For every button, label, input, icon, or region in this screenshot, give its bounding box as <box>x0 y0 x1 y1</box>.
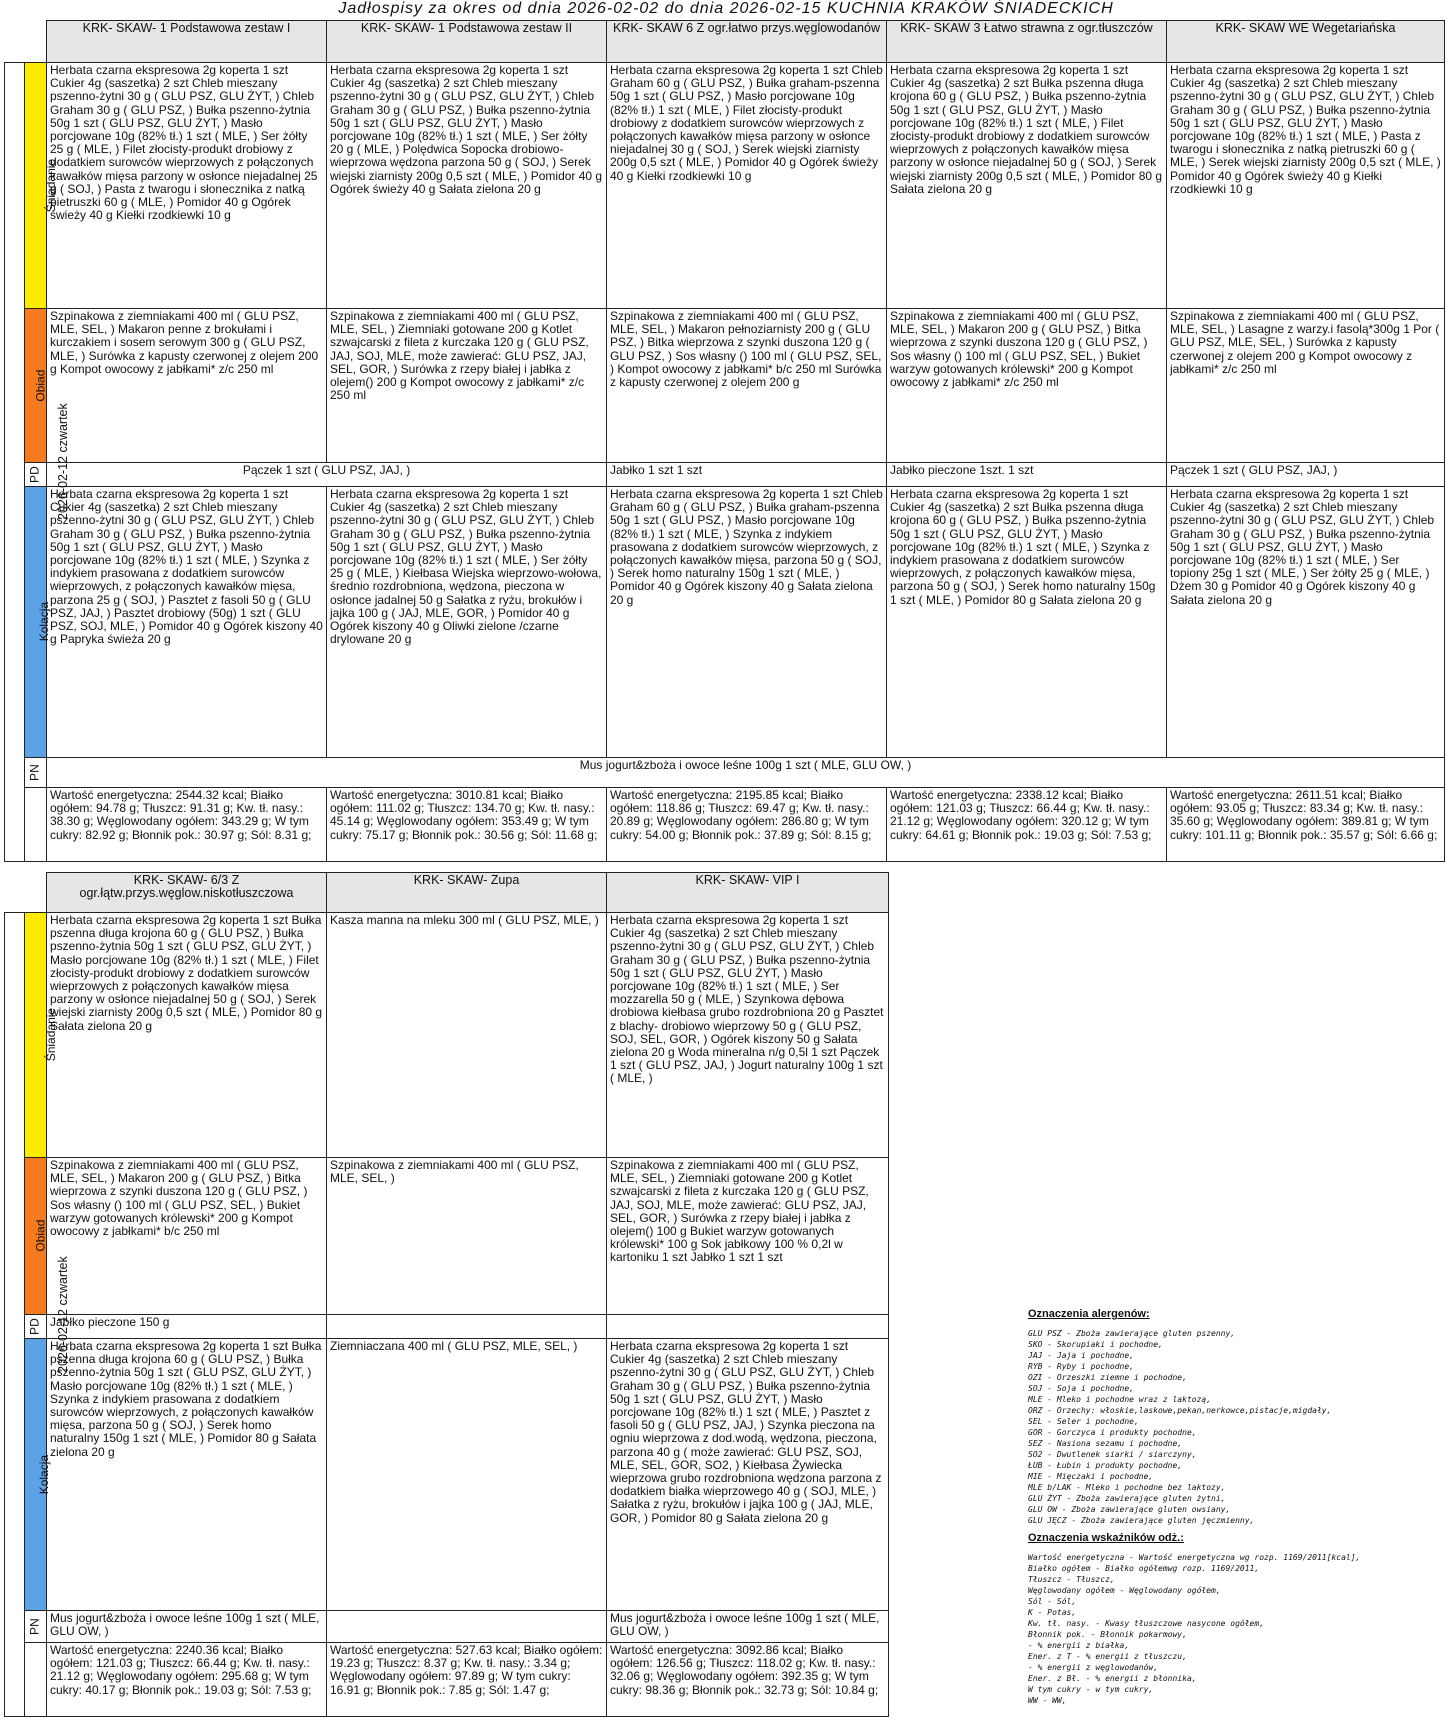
menu-cell: Szpinakowa z ziemniakami 400 ml ( GLU PSZ, MLE, SEL, ) Makaron pełnoziarnisty 200 g ( GLU PSZ, ) Bitka wieprzowa z szynki duszona 120 g ( GLU PSZ, ) Sos własny () 100 ml ( GLU PSZ, SEL, ) Kompot owocowy z jabłkami* b/c 250 ml Surówka z kapusty czerwonej z olejem 200 g <box>607 309 887 463</box>
indicator-item: Węglowodany ogółem - Węglowodany ogółem, <box>1028 1586 1221 1595</box>
menu-cell: Herbata czarna ekspresowa 2g koperta 1 szt Cukier 4g (saszetka) 2 szt Bułka pszenna długa krojona 60 g ( GLU PSZ, ) Bułka pszenno-żytnia 50g 1 szt ( GLU PSZ, GLU ŻYT, ) Masło porcjowane 10g (82% tł.) 1 szt ( MLE, ) Filet złocisty-produkt drobiowy z dodatkiem surowców wieprzowych z połączonych kawałków mięsa parzony w osłonce niejadalnej 50 g ( SOJ, ) Serek wiejski ziarnisty 200g 0,5 szt ( MLE, ) Pomidor 80 g Sałata zielona 20 g <box>887 63 1167 309</box>
meal-label-pn: PN <box>25 758 47 788</box>
menu-cell: Szpinakowa z ziemniakami 400 ml ( GLU PSZ, MLE, SEL, ) Makaron 200 g ( GLU PSZ, ) Bitka wieprzowa z szynki duszona 120 g ( GLU PSZ, ) Sos własny () 100 ml ( GLU PSZ, SEL, ) Bukiet warzyw gotowanych królewski* 200 g Kompot owocowy z jabłkami* b/c 250 ml <box>47 1158 327 1315</box>
indicator-item: Kw. tł. nasy. - Kwasy tłuszczowe nasycone ogółem, <box>1028 1619 1265 1628</box>
allergen-item: GLU OW - Zboża zawierające gluten owsiany, <box>1028 1505 1231 1514</box>
allergen-item: GOR - Gorczyca i produkty pochodne, <box>1028 1428 1197 1437</box>
indicator-item: K - Potas, <box>1028 1608 1077 1617</box>
menu-cell: Mus jogurt&zboża i owoce leśne 100g 1 szt ( MLE, GLU OW, ) <box>607 1611 889 1643</box>
diet-header: KRK- SKAW- 6/3 Z ogr.łątw.przys.węglow.niskotłuszczowa <box>47 873 327 913</box>
diet-header: KRK- SKAW- VIP I <box>607 873 889 913</box>
diet-header: KRK- SKAW- Zupa <box>327 873 607 913</box>
menu-cell: Herbata czarna ekspresowa 2g koperta 1 szt Cukier 4g (saszetka) 2 szt Chleb mieszany pszenno-żytni 30 g ( GLU PSZ, GLU ŻYT, ) Chleb Graham 30 g ( GLU PSZ, ) Bułka pszenno-żytnia 50g 1 szt ( GLU PSZ, GLU ŻYT, ) Masło porcjowane 10g (82% tł.) 1 szt ( MLE, ) Szynka z indykiem prasowana z dodatkiem surowców wieprzowych, z połączonych kawałków mięsa, parzona 25 g ( SOJ, ) Pasztet z fasoli 50 g ( GLU PSZ, JAJ, ) Pasztet drobiowy (50g) 1 szt ( GLU PSZ, SOJ, MLE, ) Pomidor 40 g Ogórek kiszony 40 g Papryka świeża 20 g <box>47 487 327 758</box>
meal-label-empty <box>25 1643 47 1717</box>
menu-cell: Szpinakowa z ziemniakami 400 ml ( GLU PSZ, MLE, SEL, ) <box>327 1158 607 1315</box>
menu-cell <box>327 1315 607 1339</box>
allergen-item: SKO - Skorupiaki i pochodne, <box>1028 1340 1163 1349</box>
diet-header: KRK- SKAW 6 Z ogr.łatwo przys.węglowodanów <box>607 21 887 63</box>
allergen-item: ŁUB - Łubin i produkty pochodne, <box>1028 1461 1183 1470</box>
menu-cell: Pączek 1 szt ( GLU PSZ, JAJ, ) <box>47 463 607 487</box>
allergen-item: SEZ - Nasiona sezamu i pochodne, <box>1028 1439 1183 1448</box>
menu-cell: Szpinakowa z ziemniakami 400 ml ( GLU PSZ, MLE, SEL, ) Makaron 200 g ( GLU PSZ, ) Bitka wieprzowa z szynki duszona 120 g ( GLU PSZ, ) Sos własny () 100 ml ( GLU PSZ, SEL, ) Bukiet warzyw gotowanych królewski* 200 g Kompot owocowy z jabłkami* z/c 250 ml <box>887 309 1167 463</box>
menu-cell <box>607 1315 889 1339</box>
indicator-item: - % energii z węglowodanów, <box>1028 1663 1159 1672</box>
menu-cell: Herbata czarna ekspresowa 2g koperta 1 szt Cukier 4g (saszetka) 2 szt Chleb mieszany pszenno-żytni 30 g ( GLU PSZ, GLU ŻYT, ) Chleb Graham 30 g ( GLU PSZ, ) Bułka pszenno-żytnia 50g 1 szt ( GLU PSZ, GLU ŻYT, ) Masło porcjowane 10g (82% tł.) 1 szt ( MLE, ) Ser żółty 20 g ( MLE, ) Polędwica Sopocka drobiowo-wieprzowa wędzona parzona 50 g ( SOJ, ) Serek wiejski ziarnisty 200g 0,5 szt ( MLE, ) Pomidor 40 g Ogórek świeży 40 g Sałata zielona 20 g <box>327 63 607 309</box>
indicator-item: WW - WW, <box>1028 1696 1067 1705</box>
legend <box>1028 1308 1448 1712</box>
indicator-item: Białko ogółem - Białko ogółemwg rozp. 1169/2011, <box>1028 1564 1260 1573</box>
diet-header: KRK- SKAW- 1 Podstawowa zestaw II <box>327 21 607 63</box>
diet-header: KRK- SKAW- 1 Podstawowa zestaw I <box>47 21 327 63</box>
indicators-title: Oznaczenia wskaźników odż.: <box>1028 1532 1184 1544</box>
menu-cell: Herbata czarna ekspresowa 2g koperta 1 szt Cukier 4g (saszetka) 2 szt Chleb mieszany pszenno-żytni 30 g ( GLU PSZ, GLU ŻYT, ) Chleb Graham 30 g ( GLU PSZ, ) Bułka pszenno-żytnia 50g 1 szt ( GLU PSZ, GLU ŻYT, ) Masło porcjowane 10g (82% tł.) 1 szt ( MLE, ) Ser topiony 25g 1 szt ( MLE, ) Ser żółty 25 g ( MLE, ) Dżem 30 g Pomidor 40 g Ogórek kiszony 40 g Sałata zielona 20 g <box>1167 487 1445 758</box>
menu-table-2 <box>4 872 889 1717</box>
nutrition-cell: Wartość energetyczna: 3010.81 kcal; Białko ogółem: 111.02 g; Tłuszcz: 134.70 g; Kw. tł. nasy.: 45.14 g; Węglowodany ogółem: 353.49 g; W tym cukry: 75.17 g; Błonnik pok.: 30.56 g; Sól: 11.68 g; <box>327 788 607 862</box>
allergen-item: GLU ŻYT - Zboża zawierające gluten żytni, <box>1028 1494 1226 1503</box>
nutrition-cell: Wartość energetyczna: 3092.86 kcal; Białko ogółem: 126.56 g; Tłuszcz: 118.02 g; Kw. tł. nasy.: 32.06 g; Węglowodany ogółem: 392.35 g; W tym cukry: 98.36 g; Błonnik pok.: 32.73 g; Sól: 10.84 g; <box>607 1643 889 1717</box>
nutrition-cell: Wartość energetyczna: 2338.12 kcal; Białko ogółem: 121.03 g; Tłuszcz: 66.44 g; Kw. tł. nasy.: 21.12 g; Węglowodany ogółem: 320.12 g; W tym cukry: 64.61 g; Błonnik pok.: 19.03 g; Sól: 7.53 g; <box>887 788 1167 862</box>
menu-cell: Jabłko 1 szt 1 szt <box>607 463 887 487</box>
indicator-item: Ener. z Bł. - % energii z błonnika, <box>1028 1674 1197 1683</box>
meal-label-sniadanie: Śniadanie <box>25 63 47 309</box>
menu-cell: Herbata czarna ekspresowa 2g koperta 1 szt Cukier 4g (saszetka) 2 szt Chleb mieszany pszenno-żytni 30 g ( GLU PSZ, GLU ŻYT, ) Chleb Graham 30 g ( GLU PSZ, ) Bułka pszenno-żytnia 50g 1 szt ( GLU PSZ, GLU ŻYT, ) Masło porcjowane 10g (82% tł.) 1 szt ( MLE, ) Ser mozzarella 50 g ( MLE, ) Szynkowa dębowa drobiowa kiełbasa grubo rozdrobniona 20 g Pasztet z blachy- drobiowo wieprzowy 50 g ( GLU PSZ, SOJ, SEL, GOR, ) Ogórek kiszony 50 g Sałata zielona 20 g Woda mineralna n/g 0,5l 1 szt Pączek 1 szt ( GLU PSZ, JAJ, ) Jogurt naturalny 100g 1 szt ( MLE, ) <box>607 913 889 1158</box>
day-label: 2026-02-12 czwartek <box>5 63 25 862</box>
nutrition-cell: Wartość energetyczna: 2611.51 kcal; Białko ogółem: 93.05 g; Tłuszcz: 83.34 g; Kw. tł. nasy.: 35.60 g; Węglowodany ogółem: 389.81 g; W tym cukry: 101.11 g; Błonnik pok.: 35.57 g; Sól: 6.66 g; <box>1167 788 1445 862</box>
menu-cell: Szpinakowa z ziemniakami 400 ml ( GLU PSZ, MLE, SEL, ) Lasagne z warzy.i fasolą*300g 1 Por ( GLU PSZ, MLE, SEL, ) Surówka z kapusty czerwonej z olejem 200 g Kompot owocowy z jabłkami* z/c 250 ml <box>1167 309 1445 463</box>
indicator-item: Sól - Sól, <box>1028 1597 1077 1606</box>
allergen-item: MLE b/LAK - Mleko i pochodne bez laktozy, <box>1028 1483 1226 1492</box>
meal-label-pd: PD <box>25 463 47 487</box>
meal-label-pd: PD <box>25 1315 47 1339</box>
menu-cell: Mus jogurt&zboża i owoce leśne 100g 1 szt ( MLE, GLU OW, ) <box>47 758 1445 788</box>
indicator-item: Ener. z T - % energii z tłuszczu, <box>1028 1652 1187 1661</box>
nutrition-cell: Wartość energetyczna: 527.63 kcal; Białko ogółem: 19.23 g; Tłuszcz: 8.37 g; Kw. tł. nasy.: 3.34 g; Węglowodany ogółem: 97.89 g; W tym cukry: 16.91 g; Błonnik pok.: 7.85 g; Sól: 1.47 g; <box>327 1643 607 1717</box>
menu-cell: Herbata czarna ekspresowa 2g koperta 1 szt Bułka pszenna długa krojona 60 g ( GLU PSZ, ) Bułka pszenno-żytnia 50g 1 szt ( GLU PSZ, GLU ŻYT, ) Masło porcjowane 10g (82% tł.) 1 szt ( MLE, ) Filet złocisty-produkt drobiowy z dodatkiem surowców wieprzowych z połączonych kawałków mięsa parzony w osłonce niejadalnej 50 g ( SOJ, ) Serek wiejski ziarnisty 200g 0,5 szt ( MLE, ) Pomidor 80 g Sałata zielona 20 g <box>47 913 327 1158</box>
menu-cell <box>327 1611 607 1643</box>
menu-table-1 <box>4 20 1445 862</box>
menu-cell: Jabłko pieczone 150 g <box>47 1315 327 1339</box>
menu-cell: Herbata czarna ekspresowa 2g koperta 1 szt Bułka pszenna długa krojona 60 g ( GLU PSZ, ) Bułka pszenno-żytnia 50g 1 szt ( GLU PSZ, GLU ŻYT, ) Masło porcjowane 10g (82% tł.) 1 szt ( MLE, ) Szynka z indykiem prasowana z dodatkiem surowców wieprzowych, z połączonych kawałków mięsa, parzona 50 g ( SOJ, ) Serek homo naturalny 150g 1 szt ( MLE, ) Pomidor 80 g Sałata zielona 20 g <box>47 1339 327 1611</box>
menu-cell: Herbata czarna ekspresowa 2g koperta 1 szt Cukier 4g (saszetka) 2 szt Chleb mieszany pszenno-żytni 30 g ( GLU PSZ, GLU ŻYT, ) Chleb Graham 30 g ( GLU PSZ, ) Bułka pszenno-żytnia 50g 1 szt ( GLU PSZ, GLU ŻYT, ) Masło porcjowane 10g (82% tł.) 1 szt ( MLE, ) Ser żółty 25 g ( MLE, ) Filet złocisty-produkt drobiowy z dodatkiem surowców wieprzowych z połączonych kawałków mięsa parzony w osłonce niejadalnej 25 g ( SOJ, ) Pasta z twarogu i słonecznika z natką pietruszki 60 g ( MLE, ) Pomidor 40 g Ogórek świeży 40 g Kiełki rzodkiewki 10 g <box>47 63 327 309</box>
meal-label-obiad: Obiad <box>25 309 47 463</box>
allergens-list <box>1028 1328 1448 1526</box>
meal-label-kolacja: Kolacja <box>25 1339 47 1611</box>
allergen-item: OZI - Orzeszki ziemne i pochodne, <box>1028 1373 1187 1382</box>
allergen-item: GLU JĘCZ - Zboża zawierające gluten jęczmienny, <box>1028 1516 1255 1525</box>
allergen-item: MLE - Mleko i pochodne wraz z laktozą, <box>1028 1395 1212 1404</box>
menu-cell: Pączek 1 szt ( GLU PSZ, JAJ, ) <box>1167 463 1445 487</box>
meal-label-pn: PN <box>25 1611 47 1643</box>
allergen-item: SOJ - Soja i pochodne, <box>1028 1384 1134 1393</box>
nutrition-cell: Wartość energetyczna: 2195.85 kcal; Białko ogółem: 118.86 g; Tłuszcz: 69.47 g; Kw. tł. nasy.: 20.89 g; Węglowodany ogółem: 286.80 g; W tym cukry: 54.00 g; Błonnik pok.: 37.89 g; Sól: 8.15 g; <box>607 788 887 862</box>
allergens-title: Oznaczenia alergenów: <box>1028 1308 1150 1320</box>
allergen-item: JAJ - Jaja i pochodne, <box>1028 1351 1134 1360</box>
meal-label-empty <box>25 788 47 862</box>
meal-label-obiad: Obiad <box>25 1158 47 1315</box>
menu-cell: Kasza manna na mleku 300 ml ( GLU PSZ, MLE, ) <box>327 913 607 1158</box>
allergen-item: MIE - Mięczaki i pochodne, <box>1028 1472 1154 1481</box>
menu-cell: Szpinakowa z ziemniakami 400 ml ( GLU PSZ, MLE, SEL, ) Makaron penne z brokułami i kurczakiem i sosem serowym 300 g ( GLU PSZ, MLE, ) Surówka z kapusty czerwonej z olejem 200 g Kompot owocowy z jabłkami* z/c 250 ml <box>47 309 327 463</box>
diet-header: KRK- SKAW WE Wegetariańska <box>1167 21 1445 63</box>
allergen-item: RYB - Ryby i pochodne, <box>1028 1362 1134 1371</box>
indicators-list <box>1028 1552 1448 1706</box>
diet-header: KRK- SKAW 3 Łatwo strawna z ogr.tłuszczów <box>887 21 1167 63</box>
meal-label-kolacja: Kolacja <box>25 487 47 758</box>
indicator-item: W tym cukry - w tym cukry, <box>1028 1685 1154 1694</box>
nutrition-cell: Wartość energetyczna: 2544.32 kcal; Białko ogółem: 94.78 g; Tłuszcz: 91.31 g; Kw. tł. nasy.: 38.30 g; Węglowodany ogółem: 343.29 g; W tym cukry: 82.92 g; Błonnik pok.: 30.97 g; Sól: 8.31 g; <box>47 788 327 862</box>
meal-label-sniadanie: Śniadanie <box>25 913 47 1158</box>
corner-blank <box>5 873 47 913</box>
indicator-item: - % energii z białka, <box>1028 1641 1130 1650</box>
menu-cell: Herbata czarna ekspresowa 2g koperta 1 szt Cukier 4g (saszetka) 2 szt Chleb mieszany pszenno-żytni 30 g ( GLU PSZ, GLU ŻYT, ) Chleb Graham 30 g ( GLU PSZ, ) Bułka pszenno-żytnia 50g 1 szt ( GLU PSZ, GLU ŻYT, ) Masło porcjowane 10g (82% tł.) 1 szt ( MLE, ) Pasta z twarogu i słonecznika z natką pietruszki 60 g ( MLE, ) Serek wiejski ziarnisty 200g 0,5 szt ( MLE, ) Pomidor 40 g Ogórek świeży 40 g Kiełki rzodkiewki 10 g <box>1167 63 1445 309</box>
menu-cell: Herbata czarna ekspresowa 2g koperta 1 szt Chleb Graham 60 g ( GLU PSZ, ) Bułka graham-pszenna 50g 1 szt ( GLU PSZ, ) Masło porcjowane 10g (82% tł.) 1 szt ( MLE, ) Szynka z indykiem prasowana z dodatkiem surowców wieprzowych, z połączonych kawałków mięsa, parzona 50 g ( SOJ, ) Serek homo naturalny 150g 1 szt ( MLE, ) Pomidor 40 g Ogórek kiszony 40 g Sałata zielona 20 g <box>607 487 887 758</box>
allergen-item: ORZ - Orzechy: włoskie,laskowe,pekan,nerkowce,pistacje,migdały, <box>1028 1406 1332 1415</box>
menu-cell: Herbata czarna ekspresowa 2g koperta 1 szt Cukier 4g (saszetka) 2 szt Chleb mieszany pszenno-żytni 30 g ( GLU PSZ, GLU ŻYT, ) Chleb Graham 30 g ( GLU PSZ, ) Bułka pszenno-żytnia 50g 1 szt ( GLU PSZ, GLU ŻYT, ) Masło porcjowane 10g (82% tł.) 1 szt ( MLE, ) Ser żółty 25 g ( MLE, ) Kiełbasa Wiejska wieprzowo-wołowa, średnio rozdrobniona, wędzona, pieczona w osłonce jadalnej 50 g Sałatka z ryżu, brokułów i jajka 100 g ( JAJ, MLE, GOR, ) Pomidor 40 g Ogórek kiszony 40 g Oliwki zielone /czarne drylowane 20 g <box>327 487 607 758</box>
menu-cell: Jabłko pieczone 1szt. 1 szt <box>887 463 1167 487</box>
menu-cell: Herbata czarna ekspresowa 2g koperta 1 szt Chleb Graham 60 g ( GLU PSZ, ) Bułka graham-pszenna 50g 1 szt ( GLU PSZ, ) Masło porcjowane 10g (82% tł.) 1 szt ( MLE, ) Filet złocisty-produkt drobiowy z dodatkiem surowców wieprzowych z połączonych kawałków mięsa parzony w osłonce niejadalnej 30 g ( SOJ, ) Serek wiejski ziarnisty 200g 0,5 szt ( MLE, ) Pomidor 40 g Ogórek świeży 40 g Kiełki rzodkiewki 10 g <box>607 63 887 309</box>
indicator-item: Wartość energetyczna - Wartość energetyczna wg rozp. 1169/2011[kcal], <box>1028 1553 1361 1562</box>
allergen-item: GLU PSZ - Zboża zawierające gluten pszenny, <box>1028 1329 1236 1338</box>
menu-cell: Ziemniaczana 400 ml ( GLU PSZ, MLE, SEL, ) <box>327 1339 607 1611</box>
indicator-item: Tłuszcz - Tłuszcz, <box>1028 1575 1115 1584</box>
allergen-item: SO2 - Dwutlenek siarki / siarczyny, <box>1028 1450 1197 1459</box>
menu-cell: Herbata czarna ekspresowa 2g koperta 1 szt Cukier 4g (saszetka) 2 szt Bułka pszenna długa krojona 60 g ( GLU PSZ, ) Bułka pszenno-żytnia 50g 1 szt ( GLU PSZ, GLU ŻYT, ) Masło porcjowane 10g (82% tł.) 1 szt ( MLE, ) Szynka z indykiem prasowana z dodatkiem surowców wieprzowych, z połączonych kawałków mięsa, parzona 50 g ( SOJ, ) Serek homo naturalny 150g 1 szt ( MLE, ) Pomidor 80 g Sałata zielona 20 g <box>887 487 1167 758</box>
page-title: Jadłospisy za okres od dnia 2026-02-02 do dnia 2026-02-15 KUCHNIA KRAKÓW ŚNIADECKICH <box>338 0 1114 17</box>
menu-cell: Herbata czarna ekspresowa 2g koperta 1 szt Cukier 4g (saszetka) 2 szt Chleb mieszany pszenno-żytni 30 g ( GLU PSZ, GLU ŻYT, ) Chleb Graham 30 g ( GLU PSZ, ) Bułka pszenno-żytnia 50g 1 szt ( GLU PSZ, GLU ŻYT, ) Masło porcjowane 10g (82% tł.) 1 szt ( MLE, ) Pasztet z fasoli 50 g ( GLU PSZ, JAJ, ) Szynka pieczona na ogniu wieprzowa z dod.wodą, wędzona, pieczona, parzona 40 g ( może zawierać: GLU PSZ, SOJ, MLE, SEL, GOR, SO2, ) Kiełbasa Żywiecka wieprzowa grubo rozdrobniona wędzona parzona z dodatkiem białka wieprzowego 40 g ( SOJ, MLE, ) Sałatka z ryżu, brokułów i jajka 100 g ( JAJ, MLE, GOR, ) Pomidor 80 g Sałata zielona 20 g <box>607 1339 889 1611</box>
indicator-item: Błonnik pok. - Błonnik pokarmowy, <box>1028 1630 1187 1639</box>
day-label: 2026-02-12 czwartek <box>5 913 25 1717</box>
menu-cell: Szpinakowa z ziemniakami 400 ml ( GLU PSZ, MLE, SEL, ) Ziemniaki gotowane 200 g Kotlet szwajcarski z fileta z kurczaka 120 g ( GLU PSZ, JAJ, SOJ, MLE, może zawierać: GLU PSZ, JAJ, SEL, GOR, ) Surówka z rzepy białej i jabłka z olejem() 200 g Kompot owocowy z jabłkami* z/c 250 ml <box>327 309 607 463</box>
allergen-item: SEL - Seler i pochodne, <box>1028 1417 1139 1426</box>
menu-cell: Mus jogurt&zboża i owoce leśne 100g 1 szt ( MLE, GLU OW, ) <box>47 1611 327 1643</box>
nutrition-cell: Wartość energetyczna: 2240.36 kcal; Białko ogółem: 121.03 g; Tłuszcz: 66.44 g; Kw. tł. nasy.: 21.12 g; Węglowodany ogółem: 295.68 g; W tym cukry: 40.17 g; Błonnik pok.: 19.03 g; Sól: 7.53 g; <box>47 1643 327 1717</box>
menu-cell: Szpinakowa z ziemniakami 400 ml ( GLU PSZ, MLE, SEL, ) Ziemniaki gotowane 200 g Kotlet szwajcarski z fileta z kurczaka 120 g ( GLU PSZ, JAJ, SOJ, MLE, może zawierać: GLU PSZ, JAJ, SEL, GOR, ) Surówka z rzepy białej i jabłka z olejem() 100 g Bukiet warzyw gotowanych królewski* 100 g Sok jabłkowy 100 % 0,2l w kartoniku 1 szt Jabłko 1 szt 1 szt <box>607 1158 889 1315</box>
corner-blank <box>5 21 47 63</box>
